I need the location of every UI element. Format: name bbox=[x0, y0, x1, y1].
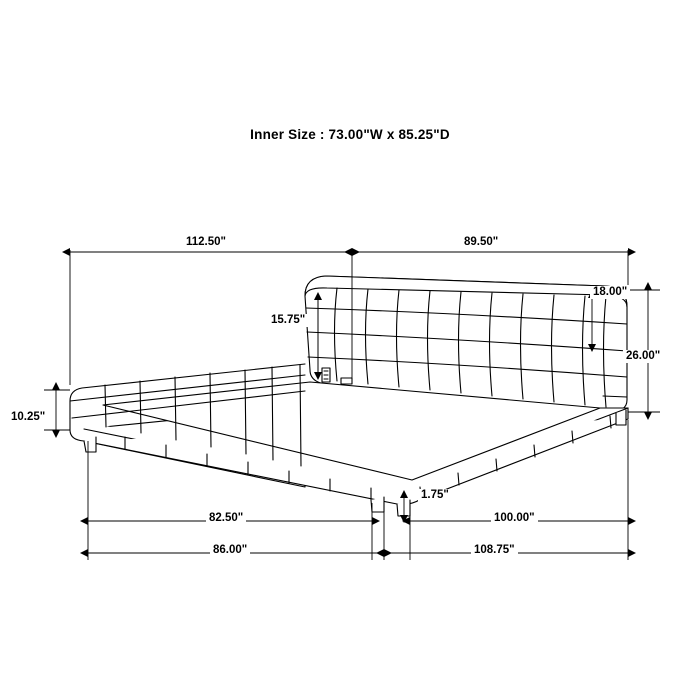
dimension-leg-height: 1.75" bbox=[418, 489, 452, 502]
dimension-left-side: 10.25" bbox=[8, 411, 48, 424]
bed-illustration bbox=[70, 276, 628, 516]
dimension-top-left: 112.50" bbox=[183, 236, 229, 249]
page-title: Inner Size : 73.00"W x 85.25"D bbox=[250, 127, 450, 142]
dimension-bottom-outer-left: 86.00" bbox=[210, 544, 250, 557]
dimension-bottom-inner-left: 82.50" bbox=[206, 512, 246, 525]
dimension-bottom-outer-right: 108.75" bbox=[471, 544, 518, 557]
dimension-bottom-inner-right: 100.00" bbox=[491, 512, 538, 525]
dimension-right-lower: 26.00" bbox=[623, 350, 663, 363]
dimension-headboard-height: 15.75" bbox=[268, 314, 308, 327]
dimension-top-right: 89.50" bbox=[461, 236, 501, 249]
dimension-right-upper: 18.00" bbox=[590, 286, 630, 299]
